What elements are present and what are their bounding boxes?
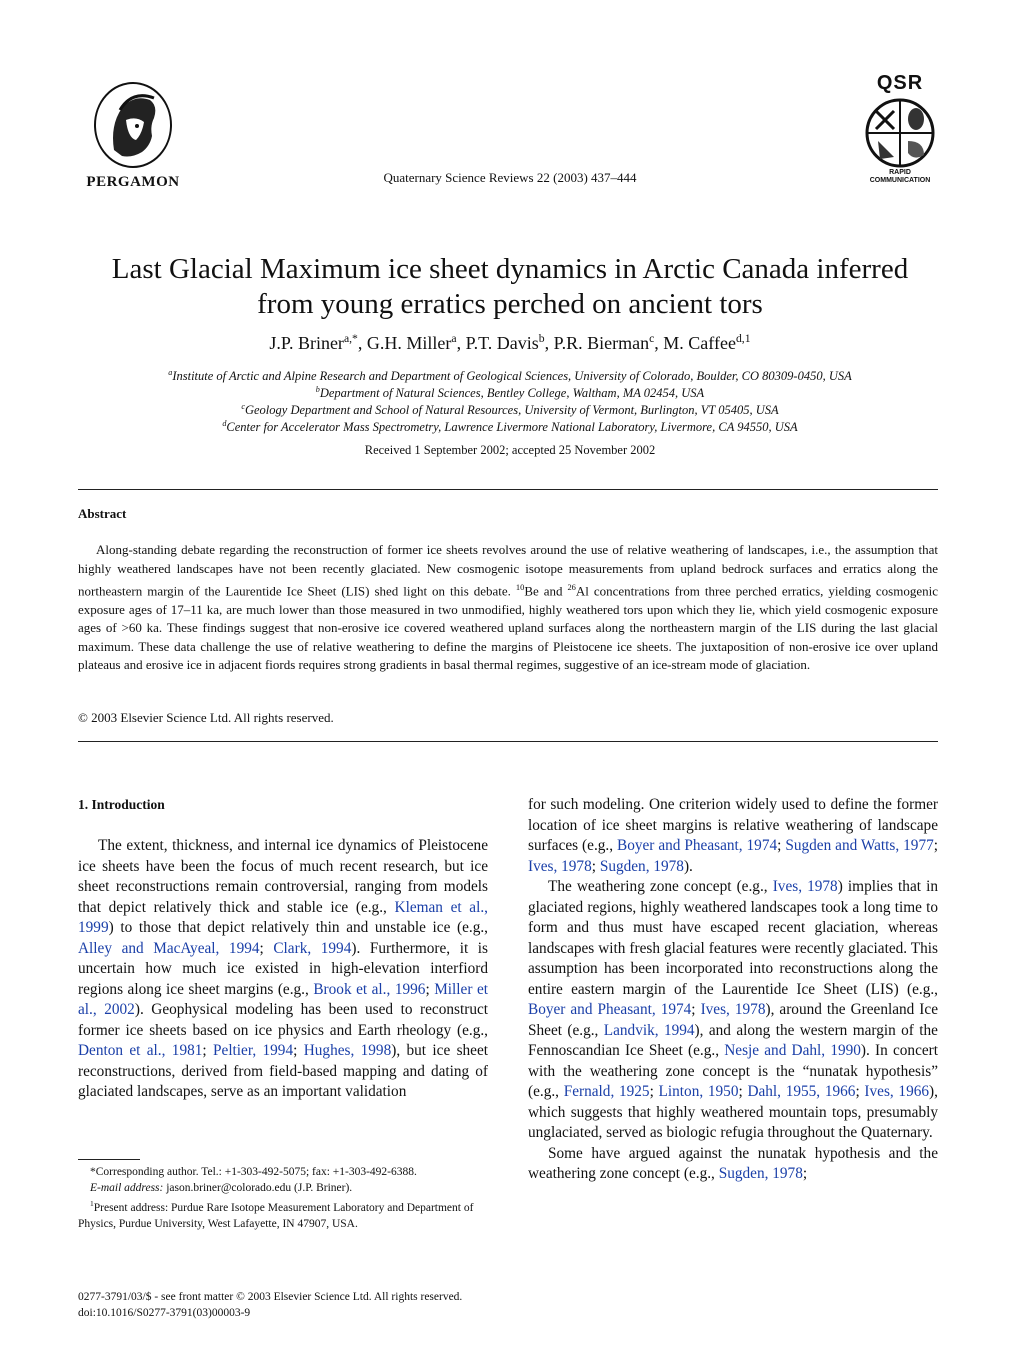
left-column (78, 836, 488, 1103)
text: ; (649, 1083, 659, 1100)
citation-link[interactable]: Landvik, 1994 (603, 1021, 695, 1039)
text: The weathering zone concept (e.g., (548, 878, 773, 895)
text: ; (738, 1083, 748, 1100)
affiliation-text: Department of Natural Sciences, Bentley College, Waltham, MA 02454, USA (319, 386, 705, 401)
qsr-badge (850, 72, 950, 185)
author-affil-sup: a (451, 332, 457, 345)
isotope-sup-al: 26 (567, 582, 576, 592)
abstract-part-1: Along-standing debate regarding the reconstruction of former ice sheets revolves around the use of relative weathering of landscapes, i.e., the assumption that highly weathered landscapes have not been recently glaciated. New cosmogenic isotope measurements from upland bedrock surfaces and erratics along the northeastern margin of the Laurentide Ice Sheet (LIS) shed light on this debate. (78, 542, 938, 599)
text: ; (259, 939, 274, 957)
text: ), and along the western margin of the Fennoscandian Ice Sheet (e.g., (528, 1021, 938, 1059)
divider-top (78, 489, 938, 490)
citation-link[interactable]: Sugden and Watts, 1977 (785, 837, 934, 854)
text: for such modeling. One criterion widely used to define the former location of ice sheet margins is relative weathering of landscape surfaces (e.g., (528, 796, 938, 854)
text: ; (202, 1042, 214, 1059)
citation-link[interactable]: Ives, 1966 (864, 1083, 930, 1100)
abstract-copyright: © 2003 Elsevier Science Ltd. All rights reserved. (78, 710, 334, 725)
text: ; (855, 1083, 865, 1100)
title-line-2: from young erratics perched on ancient tors (257, 288, 763, 320)
journal-reference[interactable]: Quaternary Science Reviews 22 (2003) 437–444 (383, 170, 637, 185)
qsr-badge-sub1: RAPID (889, 169, 911, 176)
article-title (60, 252, 960, 322)
doi-line[interactable]: doi:10.1016/S0277-3791(03)00003-9 (78, 1307, 251, 1319)
section-heading-introduction: 1. Introduction (78, 797, 165, 812)
text: ), but ice sheet reconstructions, derived from field-based mapping and dating of glaciated landscapes, serve as an important validation (78, 1042, 489, 1100)
author-affil-sup: d,1 (735, 332, 751, 345)
citation-link[interactable]: Miller et al., 2002 (78, 980, 488, 1018)
email-label: E-mail address: (90, 1182, 164, 1194)
citation-link[interactable]: Dahl, 1955, 1966 (747, 1083, 856, 1100)
intro-paragraph-2 (528, 877, 938, 1144)
author-affil-sup: a,* (343, 332, 358, 345)
text: ; (691, 1001, 701, 1018)
text: ; (425, 980, 435, 998)
author-list: J.P. Briner$^{a,*}$, G.H. Miller$^a$, P.T. Davis$^b$, P.R. Bierman$^c$, M. Caffee$^{d,1}$ (269, 332, 751, 353)
text: ). Furthermore, it is uncertain how much ice existed in high-elevation interfiord regions along ice sheet margins (e.g., (78, 939, 488, 998)
affiliation-b (60, 385, 960, 401)
right-column (528, 795, 938, 1185)
footnotes (78, 1164, 490, 1232)
citation-link[interactable]: Peltier, 1994 (213, 1042, 294, 1059)
affiliation-c (60, 402, 960, 418)
text: Some have argued against the nunatak hypothesis and the weathering zone concept (e.g., (528, 1144, 938, 1182)
text: ). (683, 857, 693, 875)
footnote-divider (78, 1159, 140, 1160)
author-name: J.P. Briner (269, 333, 344, 353)
abstract-text (78, 541, 938, 675)
affiliation-d (60, 419, 960, 435)
citation-link[interactable]: Ives, 1978 (528, 857, 592, 875)
isotope-sup-be: 10 (515, 582, 525, 592)
author-name: P.R. Bierman (553, 333, 650, 353)
qsr-emblem-icon (864, 97, 936, 169)
citation-link[interactable]: Linton, 1950 (658, 1083, 739, 1100)
text: ), around the Greenland Ice Sheet (e.g., (528, 1001, 938, 1039)
author-name: P.T. Davis (465, 333, 539, 353)
text: ). In concert with the weathering zone concept is the “nunatak hypothesis” (e.g., (528, 1042, 938, 1100)
author-name: M. Caffee (663, 333, 736, 353)
citation-link[interactable]: Hughes, 1998 (303, 1042, 392, 1059)
text: ), which suggests that highly weathered mountain tops, presumably unglaciated, served as biologic refugia throughout the Quaternary. (528, 1083, 938, 1141)
abstract-heading: Abstract (78, 506, 127, 521)
citation-link[interactable]: Denton et al., 1981 (78, 1042, 203, 1059)
text: ; (933, 837, 938, 854)
affiliation-text: Institute of Arctic and Alpine Research and Department of Geological Sciences, University of Colorado, Boulder, CO 80309-0450, USA (172, 369, 852, 384)
citation-link[interactable]: Alley and MacAyeal, 1994 (78, 939, 260, 957)
text: ). Geophysical modeling has been used to reconstruct former ice sheets based on ice physics and Earth rheology (e.g., (78, 1001, 489, 1039)
publisher-logo (78, 80, 188, 191)
citation-link[interactable]: Kleman et al., 1999 (78, 898, 488, 936)
affiliation-text: Geology Department and School of Natural Resources, University of Vermont, Burlington, VT 05405, USA (244, 403, 779, 418)
citation-link[interactable]: Ives, 1978 (772, 878, 838, 895)
citation-link[interactable]: Sugden, 1978 (599, 857, 684, 875)
abstract-part-2: Al concentrations from three perched erratics, yielding cosmogenic exposure ages of 17–11 ka, are much lower than those measured in two unmodified, highly weathered tors upon which they lie, which yield cosmogenic exposure ages of >60 ka. These findings suggest that non-erosive ice covered weathered upland surfaces along the northeastern margin of the LIS during the last glacial maximum. These data challenge the use of relative weathering to define the margins of Pleistocene ice sheets. The juxtaposition of non-erosive ice over upland plateaus and erosive ice in adjacent fiords requires strong gradients in basal thermal regimes, suggestive of an ice-stream mode of glaciation. (78, 583, 939, 673)
affiliation-label: d (222, 419, 227, 428)
abstract-be: Be and (524, 583, 563, 599)
text: ) to those that depict relatively thin and unstable ice (e.g., (108, 919, 488, 936)
intro-paragraph-3 (528, 1144, 938, 1185)
citation-link[interactable]: Nesje and Dahl, 1990 (724, 1042, 861, 1059)
athena-head-logo-icon (92, 80, 174, 170)
citation-link[interactable]: Clark, 1994 (273, 939, 352, 957)
citation-link[interactable]: Brook et al., 1996 (313, 980, 426, 998)
text: The extent, thickness, and internal ice dynamics of Pleistocene ice sheets have been the focus of much recent research, but ice sheet reconstructions remain controversial, ranging from models that depict relatively thick and stable ice (e.g., (78, 837, 488, 916)
affiliation-text: Center for Accelerator Mass Spectrometry, Lawrence Livermore National Laboratory, Livermore, CA 94550, USA (226, 420, 798, 435)
email-address[interactable]: jason.briner@colorado.edu (J.P. Briner). (166, 1182, 353, 1194)
text: ) implies that in glaciated regions, highly weathered landscapes took a long time to form and thus must have escaped recent glaciation, whereas landscapes with fresh glacial features were recently glaciated. This assumption has been incorporated into reconstructions along the entire eastern margin of the Laurentide Ice Sheet (LIS) (e.g., (528, 878, 938, 998)
qsr-badge-sub2: COMMUNICATION (869, 177, 931, 184)
citation-link[interactable]: Boyer and Pheasant, 1974 (617, 837, 778, 854)
affiliation-label: c (241, 402, 245, 411)
citation-link[interactable]: Sugden, 1978 (718, 1165, 803, 1182)
affiliation-label: a (168, 368, 173, 377)
qsr-badge-title: QSR (876, 72, 924, 94)
divider-bottom (78, 741, 938, 742)
footnote-1 (78, 1196, 490, 1232)
affiliation-a (60, 368, 960, 384)
author-affil-sup: c (649, 332, 655, 345)
bottom-info (78, 1289, 462, 1321)
footnote-corresponding: *Corresponding author. Tel.: +1-303-492-5075; fax: +1-303-492-6388. (90, 1166, 417, 1178)
publisher-name: PERGAMON (86, 174, 180, 190)
citation-link[interactable]: Ives, 1978 (700, 1001, 766, 1018)
author-affil-sup: b (538, 332, 545, 345)
intro-paragraph-1 (78, 836, 488, 1103)
citation-link[interactable]: Boyer and Pheasant, 1974 (528, 1001, 692, 1018)
footnote-marker: 1 (90, 1199, 94, 1208)
intro-paragraph-1-cont (528, 795, 938, 877)
text: ; (802, 1165, 808, 1182)
text: ; (591, 857, 600, 875)
citation-link[interactable]: Fernald, 1925 (563, 1083, 650, 1100)
received-dates: Received 1 September 2002; accepted 25 November 2002 (364, 443, 656, 457)
author-name: G.H. Miller (366, 333, 452, 353)
footnote-email (78, 1180, 490, 1196)
text: ; (777, 837, 786, 854)
footnote-text: Present address: Purdue Rare Isotope Measurement Laboratory and Department of Physics, Purdue University, West Lafayette, IN 47907, USA. (78, 1201, 474, 1230)
title-line-1: Last Glacial Maximum ice sheet dynamics in Arctic Canada inferred (111, 253, 909, 285)
affiliation-label: b (315, 385, 320, 394)
issn-line: 0277-3791/03/$ - see front matter © 2003 Elsevier Science Ltd. All rights reserved. (78, 1291, 463, 1303)
text: ; (293, 1042, 304, 1059)
